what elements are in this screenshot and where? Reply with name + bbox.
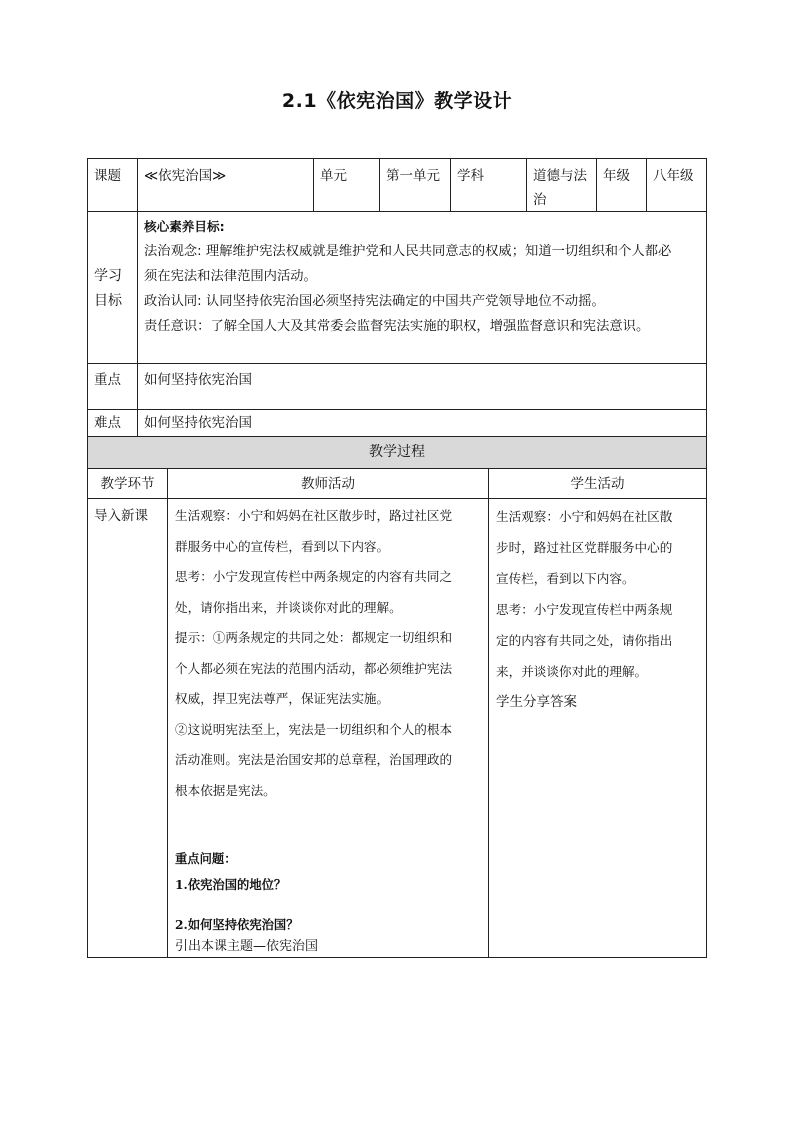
key-point-value: 如何坚持依宪治国	[144, 372, 252, 388]
goals-label-line2: 目标	[94, 293, 122, 309]
discipline-label: 学科	[457, 168, 484, 184]
teacher-line: 提示：①两条规定的共同之处：都规定一切组织和	[175, 630, 453, 645]
key-questions-heading: 重点问题：	[175, 851, 237, 866]
subject-topic-value: ≪依宪治国≫	[144, 168, 227, 184]
goal-line: 政治认同: 认同坚持依宪治国必须坚持宪法确定的中国共产党领导地位不动摇。	[144, 294, 605, 309]
goal-line: 须在宪法和法律范围内活动。	[144, 269, 317, 284]
goals-label-line1: 学习	[94, 268, 122, 284]
goal-line: 法治观念: 理解维护宪法权威就是维护党和人民共同意志的权威；知道一切组织和个人都必	[144, 244, 672, 259]
discipline-value-line2: 治	[533, 192, 547, 208]
teacher-line: 活动准则。宪法是治国安邦的总章程，治国理政的	[175, 752, 453, 767]
teacher-line: 个人都必须在宪法的范围内活动，都必须维护宪法	[175, 660, 453, 676]
student-line: 来，并谈谈你对此的理解。	[496, 664, 648, 679]
student-line: 步时，路过社区党群服务中心的	[496, 540, 673, 555]
process-header: 教学过程	[369, 444, 425, 460]
student-line: 宣传栏，看到以下内容。	[496, 571, 635, 586]
teacher-line: 生活观察：小宁和妈妈在社区散步时，路过社区党	[175, 508, 453, 523]
lead-in-text: 引出本课主题—依宪治国	[175, 939, 319, 954]
unit-label: 单元	[320, 168, 347, 184]
teacher-line: 群服务中心的宣传栏，看到以下内容。	[175, 538, 390, 554]
unit-value: 第一单元	[386, 168, 440, 184]
teacher-activity	[175, 501, 487, 806]
student-line: 生活观察：小宁和妈妈在社区散	[496, 509, 673, 524]
stage-intro: 导入新课	[94, 508, 148, 524]
teacher-line: ②这说明宪法至上，宪法是一切组织和个人的根本	[175, 721, 453, 737]
difficult-point-value: 如何坚持依宪治国	[144, 415, 252, 431]
teacher-line: 思考：小宁发现宣传栏中两条规定的内容有共同之	[175, 569, 453, 584]
difficult-point-label: 难点	[94, 415, 121, 431]
student-line: 思考：小宁发现宣传栏中两条规	[496, 602, 673, 617]
teacher-line: 处，请你指出来，并谈谈你对此的理解。	[175, 599, 402, 615]
teacher-line: 权威，捍卫宪法尊严，保证宪法实施。	[175, 691, 390, 706]
process-col-stage: 教学环节	[100, 476, 155, 492]
key-question-1: 1.依宪治国的地位？	[175, 877, 287, 892]
grade-label: 年级	[603, 168, 630, 184]
process-col-teacher: 教师活动	[301, 476, 355, 492]
key-point-label: 重点	[94, 372, 121, 388]
student-line: 学生分享答案	[496, 694, 577, 710]
process-col-student: 学生活动	[570, 476, 625, 492]
grade-value: 八年级	[653, 168, 694, 184]
goals-heading: 核心素养目标:	[144, 219, 225, 234]
student-line: 定的内容有共同之处，请你指出	[496, 633, 673, 648]
goal-line: 责任意识：了解全国人大及其常委会监督宪法实施的职权，增强监督意识和宪法意识。	[144, 319, 650, 334]
key-question-2: 2.如何坚持依宪治国？	[175, 917, 299, 932]
teacher-line: 根本依据是宪法。	[175, 782, 276, 798]
document-title: 2.1《依宪治国》教学设计	[281, 90, 513, 112]
subject-topic-label: 课题	[94, 168, 121, 184]
discipline-value-line1: 道德与法	[533, 168, 587, 184]
student-activity	[496, 501, 704, 718]
